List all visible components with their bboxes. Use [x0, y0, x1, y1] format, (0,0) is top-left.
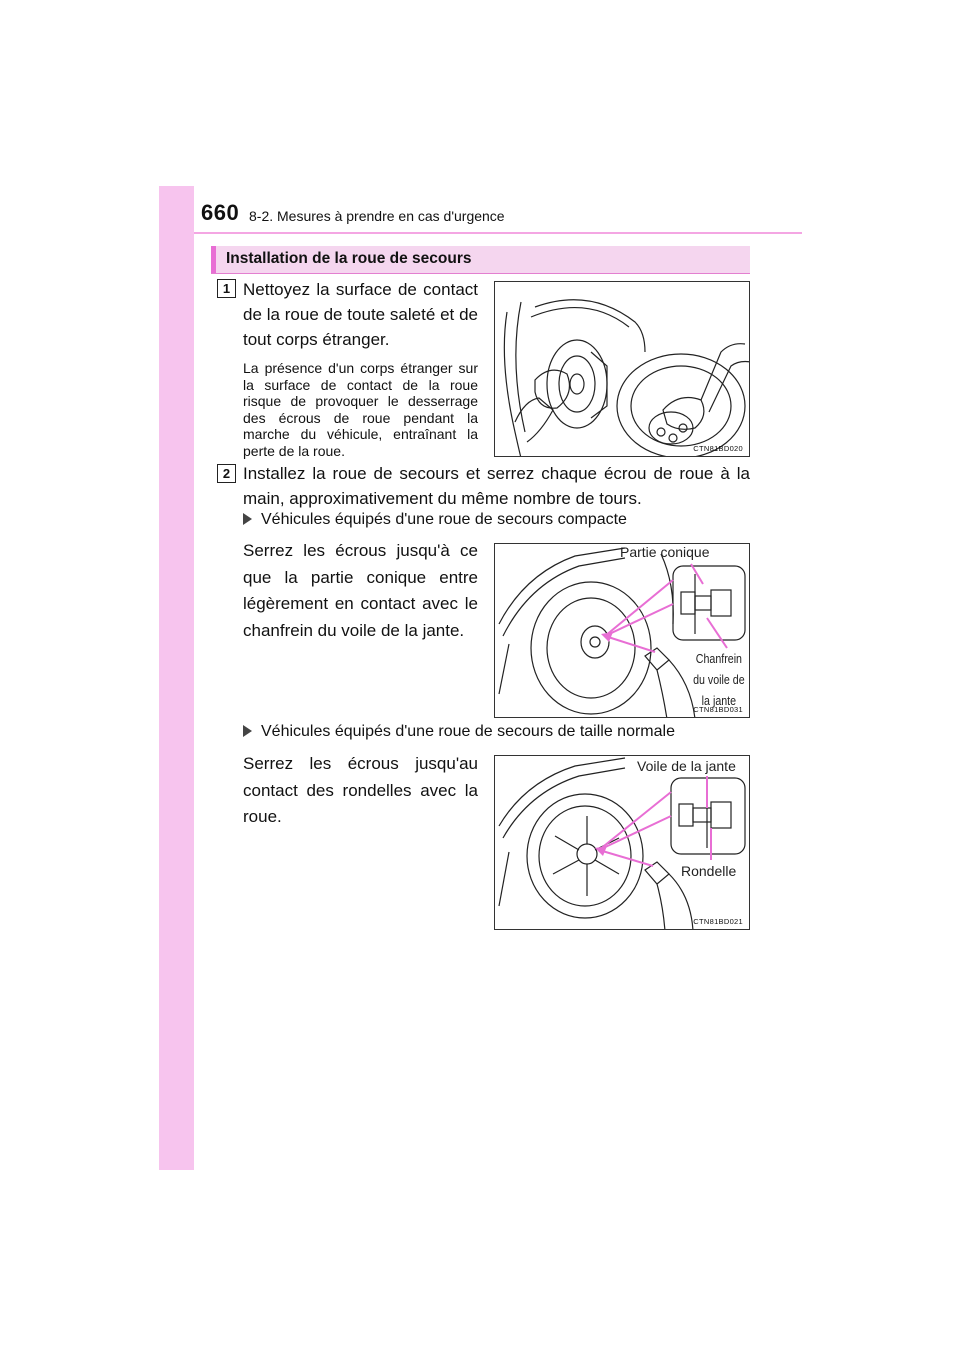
- section-title: Installation de la roue de secours: [226, 250, 472, 267]
- step-1-note: La présence d'un corps étranger sur la surface de contact de la roue risque de provoquer le desserrage des écrous de roue pendant la marche du véhicule, entraînant la perte de la roue.: [243, 360, 478, 459]
- figure-compact-spare: [494, 543, 750, 718]
- figure-code: CTN81BD031: [693, 705, 743, 714]
- page-number: 660: [201, 200, 240, 225]
- step-1-number: 1: [217, 279, 236, 298]
- bullet-triangle-icon: [243, 513, 252, 525]
- bullet-full-size-spare: [243, 723, 675, 741]
- step-1-text: Nettoyez la surface de contact de la roue de toute saleté et de tout corps étranger.: [243, 280, 478, 349]
- figure-clean-wheel: [494, 281, 750, 457]
- callout-chanfrein: Chanfrein du voile de la jante: [693, 651, 745, 708]
- compact-instructions: Serrez les écrous jusqu'à ce que la partie conique entre légèrement en contact avec le chanfrein du voile de la jante.: [243, 541, 478, 640]
- bullet-triangle-icon: [243, 725, 252, 737]
- figure-code: CTN81BD020: [693, 444, 743, 453]
- chapter-sidebar-tab: [159, 186, 194, 1170]
- running-header: 8-2. Mesures à prendre en cas d'urgence: [249, 208, 505, 224]
- section-heading: [211, 246, 750, 273]
- full-size-instructions: Serrez les écrous jusqu'au contact des rondelles avec la roue.: [243, 754, 478, 826]
- bullet-compact-label: Véhicules équipés d'une roue de secours compacte: [261, 511, 627, 528]
- callout-voile-de-la-jante: Voile de la jante: [637, 758, 736, 774]
- bullet-compact-spare: [243, 511, 627, 529]
- header-divider: [194, 232, 802, 234]
- callout-rondelle: Rondelle: [681, 863, 737, 879]
- figure-full-size-spare: [494, 755, 750, 930]
- step-2-text: Installez la roue de secours et serrez chaque écrou de roue à la main, approximativement du même nombre de tours.: [243, 464, 750, 508]
- section-divider: [211, 273, 750, 274]
- callout-partie-conique: Partie conique: [620, 544, 710, 560]
- step-2-number: 2: [217, 464, 236, 483]
- figure-clean-wheel-drawing: [495, 282, 750, 457]
- figure-full-size-spare-drawing: [495, 756, 750, 930]
- figure-code: CTN81BD021: [693, 917, 743, 926]
- bullet-full-size-label: Véhicules équipés d'une roue de secours de taille normale: [261, 723, 675, 740]
